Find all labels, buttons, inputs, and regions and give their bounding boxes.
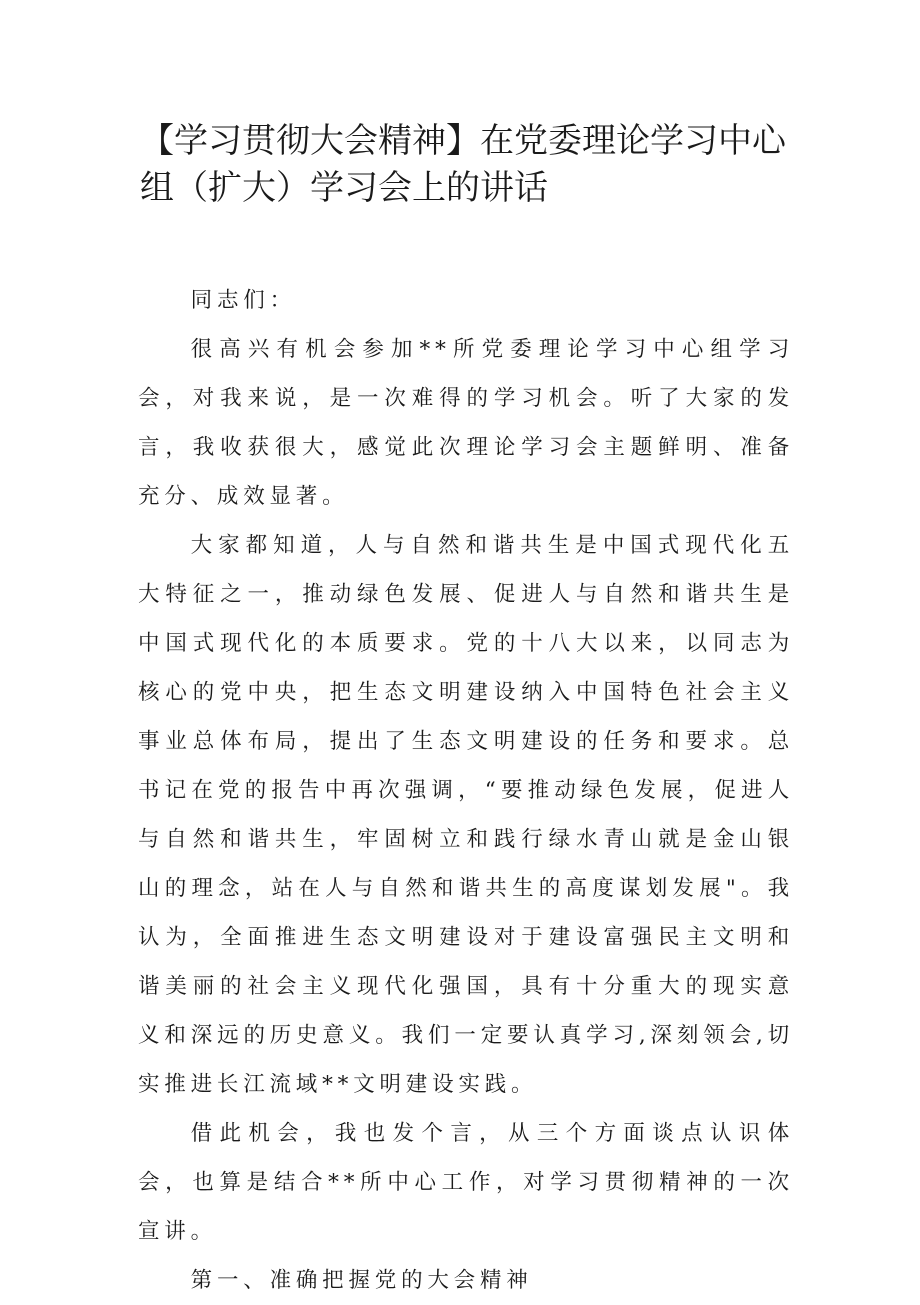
ecology-paragraph: 大家都知道，人与自然和谐共生是中国式现代化五大特征之一，推动绿色发展、促进人与自然和谐共生是中国式现代化的本质要求。党的十八大以来，以同志为核心的党中央，把生态文明建设纳入中国特色社会主义事业总体布局，提出了生态文明建设的任务和要求。总书记在党的报告中再次强调，“要推动绿色发展，促进人与自然和谐共生，牢固树立和践行绿水青山就是金山银山的理念，站在人与自然和谐共生的高度谋划发展"。我认为，全面推进生态文明建设对于建设富强民主文明和谐美丽的社会主义现代化强国，具有十分重大的现实意义和深远的历史意义。我们一定要认真学习,深刻领会,切实推进长江流域**文明建设实践。 <box>138 533 794 1097</box>
intro-paragraph: 借此机会，我也发个言，从三个方面谈点认识体会，也算是结合**所中心工作，对学习贯彻精神的一次宣讲。 <box>138 1121 794 1244</box>
salutation-paragraph: 同志们： <box>190 288 296 313</box>
section-heading: 第一、准确把握党的大会精神 <box>190 1268 533 1293</box>
document-body <box>138 276 794 1305</box>
document-title: 【学习贯彻大会精神】在党委理论学习中心组（扩大）学习会上的讲话 <box>140 121 786 208</box>
opening-paragraph: 很高兴有机会参加**所党委理论学习中心组学习会，对我来说，是一次难得的学习机会。听了大家的发言，我收获很大，感觉此次理论学习会主题鲜明、准备充分、成效显著。 <box>138 337 794 509</box>
